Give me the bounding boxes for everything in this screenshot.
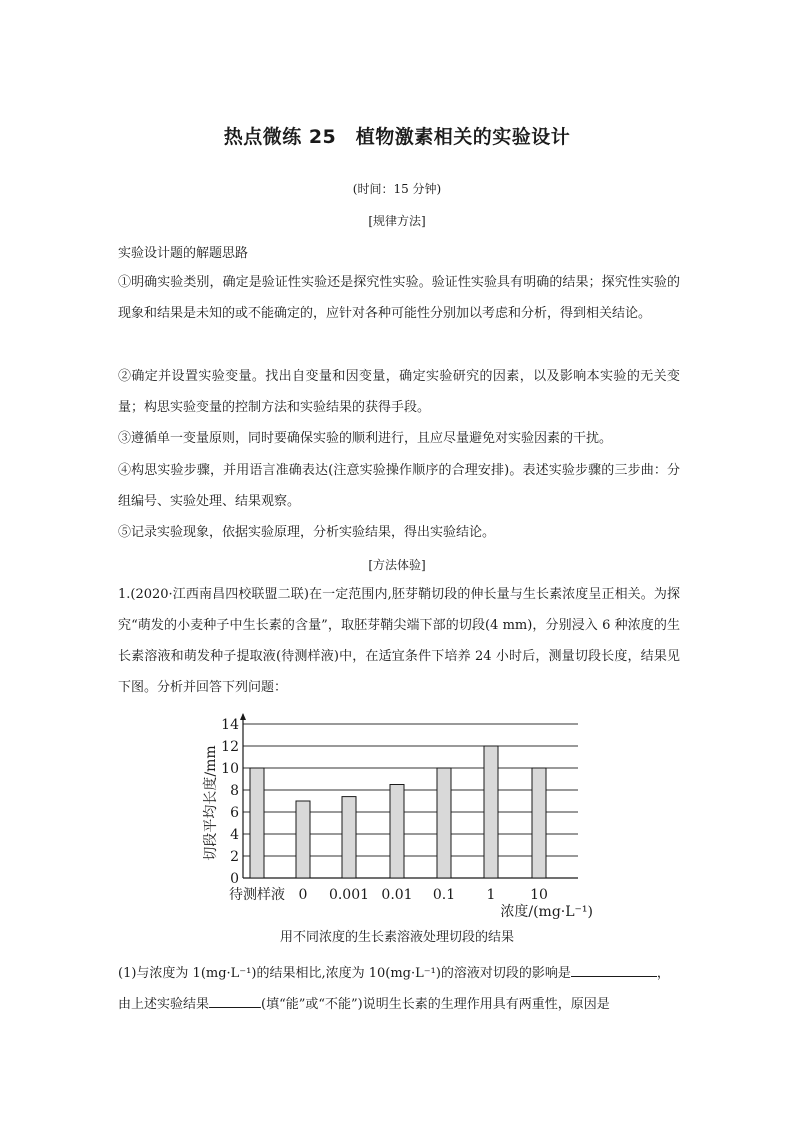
y-tick-label: 4 <box>230 827 239 843</box>
question-1-part-1-line-2 <box>118 993 610 1012</box>
rule-item-3: ③遵循单一变量原则，同时要确保实验的顺利进行，且应尽量避免对实验因素的干扰。 <box>118 431 613 446</box>
x-axis-label: 浓度/(mg·L⁻¹) <box>500 904 593 920</box>
y-tick-label: 14 <box>221 717 239 733</box>
x-tick-label: 0.01 <box>381 887 413 903</box>
bar <box>532 768 546 878</box>
x-tick-label: 0.1 <box>432 887 456 903</box>
rules-heading: 实验设计题的解题思路 <box>118 246 249 261</box>
rule-item-1: ①明确实验类别，确定是验证性实验还是探究性实验。验证性实验具有明确的结果；探究性实验的现象和结果是未知的或不能确定的，应针对各种可能性分别加以考虑和分析，得到相关结论。 <box>118 275 680 321</box>
bar <box>342 797 356 878</box>
x-tick-label: 0.001 <box>328 887 370 903</box>
y-tick-label: 8 <box>230 783 239 799</box>
y-tick-label: 2 <box>230 849 239 865</box>
y-tick-label: 10 <box>221 761 239 777</box>
rule-item-5: ⑤记录实验现象，依据实验原理，分析实验结果，得出实验结论。 <box>118 525 496 540</box>
y-tick-label: 12 <box>221 739 239 755</box>
x-tick-label: 0 <box>298 887 308 903</box>
bar <box>296 801 310 878</box>
section-rules-heading: [规律方法] <box>368 214 426 228</box>
rule-item-4: ④构思实验步骤，并用语言准确表达(注意实验操作顺序的合理安排)。表述实验步骤的三步曲：分组编号、实验处理、结果观察。 <box>118 463 680 509</box>
question-1-part-1-line-1 <box>118 962 670 981</box>
bar <box>437 768 451 878</box>
page-title: 热点微练 25 植物激素相关的实验设计 <box>223 126 571 148</box>
question-text: (1)与浓度为 1(mg·L⁻¹)的结果相比,浓度为 10(mg·L⁻¹)的溶液对切段的影响是 <box>118 966 571 981</box>
y-axis-label: 切段平均长度/mm <box>203 745 219 861</box>
answer-blank-2[interactable] <box>209 993 261 1008</box>
rule-item-2: ②确定并设置实验变量。找出自变量和因变量，确定实验研究的因素，以及影响本实验的无关变量；构思实验变量的控制方法和实验结果的获得手段。 <box>118 369 680 415</box>
question-1-intro: 1.(2020·江西南昌四校联盟二联)在一定范围内,胚芽鞘切段的伸长量与生长素浓度呈正相关。为探究“萌发的小麦种子中生长素的含量”，取胚芽鞘尖端下部的切段(4 mm)，分别浸入 6 种浓度的生长素溶液和萌发种子提取液(待测样液)中，在适宜条件下培养 24 小时后，测量切段长度，结果见下图。分析并回答下列问题： <box>118 587 680 695</box>
time-note: (时间：15 分钟) <box>352 182 442 196</box>
x-tick-label: 1 <box>486 887 496 903</box>
y-axis-arrow <box>240 713 246 720</box>
bar <box>390 785 404 879</box>
y-tick-label: 6 <box>230 805 239 821</box>
y-tick-label: 0 <box>230 871 239 887</box>
answer-blank-1[interactable] <box>571 962 657 977</box>
chart-caption: 用不同浓度的生长素溶液处理切段的结果 <box>279 930 514 945</box>
bar <box>250 768 264 878</box>
bar-chart <box>190 710 610 925</box>
x-tick-label: 10 <box>530 887 548 903</box>
question-text: (填“能”或“不能”)说明生长素的生理作用具有两重性，原因是 <box>261 997 610 1012</box>
question-text: 由上述实验结果 <box>118 997 210 1012</box>
question-text: ， <box>656 966 670 981</box>
x-tick-label: 待测样液 <box>229 887 285 903</box>
section-practice-heading: [方法体验] <box>368 558 426 572</box>
bar <box>484 746 498 878</box>
